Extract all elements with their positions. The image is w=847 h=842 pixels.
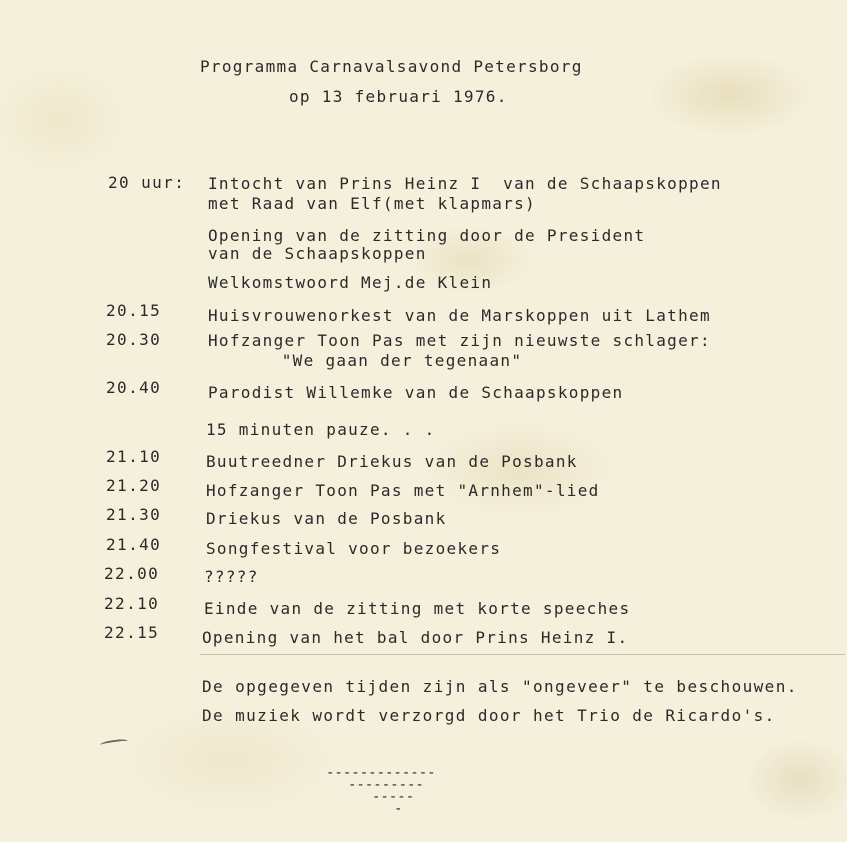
schedule-line: Opening van het bal door Prins Heinz I. [202,628,629,647]
separator-line: ------------- [326,765,436,781]
program-title: Programma Carnavalsavond Petersborg [200,57,583,76]
separator-line: - [394,801,403,817]
schedule-time: 21.40 [106,535,162,554]
schedule-line: Opening van de zitting door de President [208,226,646,245]
schedule-line: Intocht van Prins Heinz I van de Schaapskoppen [208,174,722,193]
schedule-line: Driekus van de Posbank [206,509,447,528]
schedule-line: Parodist Willemke van de Schaapskoppen [208,383,624,402]
schedule-line: Huisvrouwenorkest van de Marskoppen uit Lathem [208,306,711,325]
separator-line: --------- [348,777,424,793]
schedule-line: 15 minuten pauze. . . [206,420,436,439]
schedule-time: 21.10 [106,447,162,466]
program-date: op 13 februari 1976. [289,87,508,106]
schedule-line: Einde van de zitting met korte speeches [204,599,631,618]
schedule-time: 20.40 [106,378,162,397]
schedule-time: 21.20 [106,476,162,495]
schedule-line: "We gaan der tegenaan" [238,351,523,370]
schedule-line: met Raad van Elf(met klapmars) [208,194,536,213]
schedule-time: 20.30 [106,330,162,349]
schedule-time: 21.30 [106,505,162,524]
schedule-line: Buutreedner Driekus van de Posbank [206,452,578,471]
schedule-line: van de Schaapskoppen [208,244,427,263]
schedule-time: 22.15 [104,623,160,642]
schedule-time: 20 uur: [108,173,186,192]
schedule-line: Hofzanger Toon Pas met zijn nieuwste schlager: [208,331,711,350]
schedule-time: 20.15 [106,301,162,320]
separator-line: ----- [372,789,415,805]
divider [200,654,845,655]
schedule-line: Welkomstwoord Mej.de Klein [208,273,493,292]
note-line: De muziek wordt verzorgd door het Trio de Ricardo's. [202,706,776,725]
schedule-time: 22.10 [104,594,160,613]
ink-mark [100,738,129,748]
schedule-time: 22.00 [104,564,160,583]
schedule-line: ????? [204,567,259,586]
schedule-line: Hofzanger Toon Pas met "Arnhem"-lied [206,481,600,500]
note-line: De opgegeven tijden zijn als "ongeveer" te beschouwen. [202,677,798,696]
schedule-line: Songfestival voor bezoekers [206,539,502,558]
